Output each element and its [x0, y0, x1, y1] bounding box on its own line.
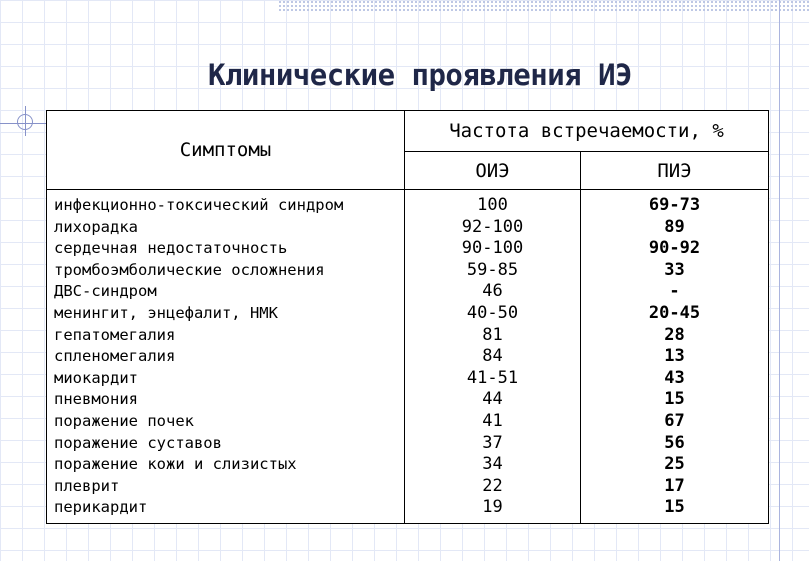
oie-value: 81 — [482, 324, 503, 345]
pie-value: 13 — [664, 346, 685, 367]
slide-title: Клинические проявления ИЭ — [208, 58, 632, 92]
symptom-name: сердечная недостаточность — [54, 239, 288, 258]
symptom-name: плеврит — [54, 476, 120, 495]
symptom-name: лихорадка — [54, 217, 138, 236]
symptom-name: пневмония — [54, 390, 138, 409]
decorative-dot-band — [278, 0, 809, 13]
frequency-header: Частота встречаемости, % — [405, 111, 769, 152]
oie-value: 34 — [482, 454, 503, 475]
pie-value: 15 — [664, 389, 685, 410]
pie-value: 90-92 — [648, 238, 701, 259]
pie-value: - — [669, 281, 680, 302]
symptom-name: менингит, энцефалит, НМК — [54, 303, 278, 322]
symptom-name: поражение кожи и слизистых — [54, 455, 297, 474]
oie-value: 84 — [482, 346, 503, 367]
oie-value: 41 — [482, 410, 503, 431]
pie-value: 43 — [664, 367, 685, 388]
symptom-list-cell — [47, 190, 405, 524]
oie-value: 46 — [482, 281, 503, 302]
table-body-row — [47, 190, 769, 524]
oie-value: 22 — [482, 475, 503, 496]
oie-values-cell — [405, 190, 581, 524]
symptom-name: спленомегалия — [54, 347, 176, 366]
oie-value: 59-85 — [466, 259, 519, 280]
symptom-name: инфекционно-токсический синдром — [54, 196, 344, 214]
oie-value: 100 — [477, 195, 508, 215]
oie-value: 19 — [482, 497, 503, 518]
symptom-name: перикардит — [54, 498, 148, 517]
pie-value: 25 — [664, 454, 685, 475]
oie-value: 41-51 — [466, 367, 519, 388]
pie-value: 89 — [664, 216, 685, 237]
pie-value: 69-73 — [648, 195, 701, 215]
pie-value: 33 — [664, 259, 685, 280]
symptoms-table — [46, 110, 769, 524]
oie-value: 37 — [482, 432, 503, 453]
pie-value: 17 — [664, 475, 685, 496]
symptom-name: ДВС-синдром — [54, 282, 157, 301]
symptom-name: поражение почек — [54, 411, 194, 430]
column-header-oie: ОИЭ — [405, 152, 581, 190]
pie-value: 15 — [664, 497, 685, 518]
pie-value: 56 — [664, 432, 685, 453]
pie-value: 28 — [664, 324, 685, 345]
column-header-pie: ПИЭ — [581, 152, 769, 190]
oie-value: 44 — [482, 389, 503, 410]
symptom-name: гепатомегалия — [54, 325, 176, 344]
oie-value: 40-50 — [466, 302, 519, 323]
header-row — [47, 111, 769, 152]
symptoms-header: Симптомы — [47, 111, 405, 190]
oie-value: 90-100 — [461, 238, 524, 259]
pie-values-cell — [581, 190, 769, 524]
pie-value: 67 — [664, 410, 685, 431]
pie-value: 20-45 — [648, 302, 701, 323]
oie-value: 92-100 — [461, 216, 524, 237]
symptom-name: поражение суставов — [54, 433, 222, 452]
crosshair-icon — [17, 114, 33, 130]
symptom-name: миокардит — [54, 368, 138, 387]
symptom-name: тромбоэмболические осложнения — [54, 260, 325, 279]
